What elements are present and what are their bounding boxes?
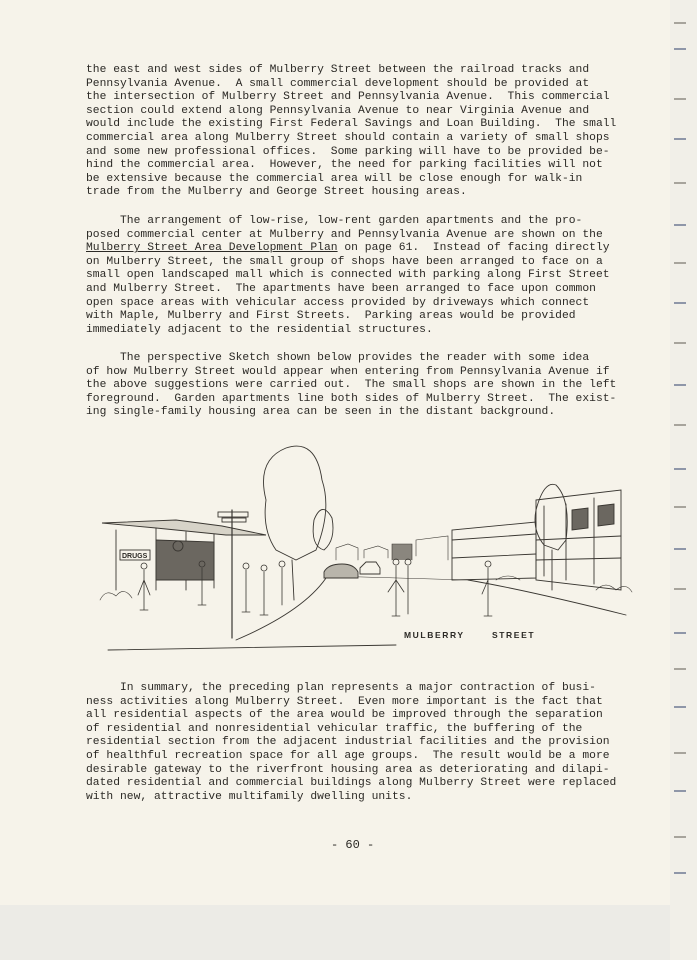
curb-line: [108, 645, 396, 650]
paragraph-1: [86, 64, 626, 200]
edge-tick: [674, 632, 686, 634]
edge-tick: [674, 706, 686, 708]
text-line: open space areas with vehicular access provided by driveways which connect: [86, 296, 590, 309]
edge-tick: [674, 668, 686, 670]
sketch-caption-mulberry: MULBERRY: [404, 630, 465, 640]
text-line: The perspective Sketch shown below provides the reader with some idea: [86, 352, 590, 364]
edge-tick: [674, 98, 686, 100]
text-line: The arrangement of low-rise, low-rent garden apartments and the pro-: [86, 215, 583, 227]
edge-tick: [674, 468, 686, 470]
edge-tick: [674, 224, 686, 226]
text-line: hind the commercial area. However, the need for parking facilities will not: [86, 159, 603, 172]
text-line: of healthful recreation space for all age groups. The result would be a more: [86, 749, 610, 762]
edge-tick: [674, 548, 686, 550]
edge-tick: [674, 302, 686, 304]
text-line: posed commercial center at Mulberry and Pennsylvania Avenue are shown on the: [86, 228, 603, 241]
apartment-buildings: [452, 490, 621, 590]
paragraph-4: [86, 682, 626, 804]
text-line: trade from the Mulberry and George Street housing areas.: [86, 186, 467, 199]
text-line: ness activities along Mulberry Street. Even more important is the fact that: [86, 695, 603, 708]
text-line: and some new professional offices. Some parking will have to be provided be-: [86, 145, 610, 158]
sketch-caption-street: STREET: [492, 630, 536, 640]
text-line: would include the existing First Federal Savings and Loan Building. The small: [86, 118, 617, 131]
shop-building: [102, 520, 266, 590]
edge-tick: [674, 588, 686, 590]
text-line: be extensive because the commercial area will be close enough for walk-in: [86, 172, 583, 185]
edge-tick: [674, 48, 686, 50]
distant-houses: [336, 536, 448, 560]
shop-sign-text: DRUGS: [122, 553, 148, 560]
text-line: desirable gateway to the riverfront housing area as deteriorating and dilapi-: [86, 763, 610, 776]
text-line: Mulberry Street Area Development Plan on page 61. Instead of facing directly: [86, 242, 610, 255]
edge-tick: [674, 384, 686, 386]
paragraph-2: [86, 215, 626, 337]
text-line: with Maple, Mulberry and First Streets. Parking areas would be provided: [86, 310, 576, 323]
mulberry-street-perspective-sketch: [96, 440, 636, 658]
text-line: with new, attractive multifamily dwelling units.: [86, 790, 413, 803]
text-line: ing single-family housing area can be seen in the distant background.: [86, 406, 556, 419]
text-line: and Mulberry Street. The apartments have been arranged to face upon common: [86, 282, 596, 295]
page-edge: [670, 0, 697, 960]
edge-tick: [674, 138, 686, 140]
text-line: dated residential and commercial buildings along Mulberry Street were replaced: [86, 777, 617, 790]
text-line: immediately adjacent to the residential structures.: [86, 323, 433, 336]
edge-tick: [674, 790, 686, 792]
edge-tick: [674, 342, 686, 344]
edge-tick: [674, 424, 686, 426]
edge-tick: [674, 752, 686, 754]
edge-tick: [674, 836, 686, 838]
text-line: commercial area along Mulberry Street should contain a variety of small shops: [86, 131, 610, 144]
street-sign: [218, 512, 248, 517]
page-number: - 60 -: [331, 838, 375, 852]
text-line: of residential and nonresidential vehicular traffic, the buffering of the: [86, 722, 583, 735]
text-line: section could extend along Pennsylvania Avenue to near Virginia Avenue and: [86, 104, 590, 117]
edge-tick: [674, 262, 686, 264]
right-sidewalk-edge: [468, 580, 626, 615]
edge-tick: [674, 182, 686, 184]
text-line: of how Mulberry Street would appear when entering from Pennsylvania Avenue if: [86, 365, 610, 378]
edge-tick: [674, 872, 686, 874]
edge-tick: [674, 22, 686, 24]
text-line: on Mulberry Street, the small group of shops have been arranged to face on a: [86, 255, 603, 268]
text-line: Pennsylvania Avenue. A small commercial development should be provided at: [86, 77, 590, 90]
text-line: In summary, the preceding plan represents a major contraction of busi-: [86, 682, 596, 694]
page-bottom-margin: [0, 905, 670, 960]
text-line: residential section from the adjacent industrial facilities and the provision: [86, 736, 610, 749]
edge-tick: [674, 506, 686, 508]
text-line: the above suggestions were carried out. The small shops are shown in the left: [86, 379, 617, 392]
text-line: all residential aspects of the area would be improved through the separation: [86, 709, 603, 722]
text-line: small open landscaped mall which is connected with parking along First Street: [86, 269, 610, 282]
cars: [324, 562, 380, 578]
paragraph-3: [86, 352, 626, 420]
text-line: the intersection of Mulberry Street and Pennsylvania Avenue. This commercial: [86, 91, 610, 104]
text-line: the east and west sides of Mulberry Street between the railroad tracks and: [86, 64, 590, 76]
text-line: foreground. Garden apartments line both sides of Mulberry Street. The exist-: [86, 392, 617, 405]
